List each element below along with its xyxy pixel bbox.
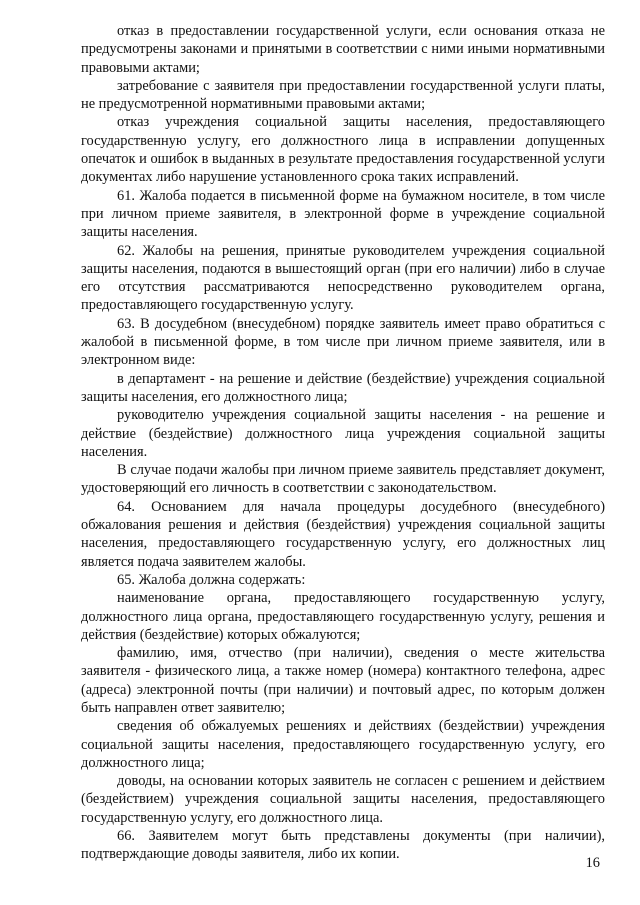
paragraph-64: 64. Основанием для начала процедуры досудебного (внесудебного) обжалования решения и действия (бездействия) учреждения социальной защиты населения, предоставляющего государственную услугу, его должностных лиц является подача заявителем жалобы.: [81, 498, 605, 570]
paragraph-61: 61. Жалоба подается в письменной форме на бумажном носителе, в том числе при личном приеме заявителя, в электронной форме в учреждение социальной защиты населения.: [81, 187, 605, 241]
paragraph-body-name: наименование органа, предоставляющего государственную услугу, должностного лица органа, предоставляющего государственную услугу, решения и действия (бездействие) которых обжалуются;: [81, 590, 605, 643]
page-number: 16: [585, 855, 600, 871]
paragraph-62: 62. Жалобы на решения, принятые руководителем учреждения социальной защиты населения, подаются в вышестоящий орган (при его наличии) либо в случае его отсутствия рассматриваются непосредственно руководителем органа, предоставляющего государственную услугу.: [81, 242, 605, 314]
paragraph-to-department: в департамент - на решение и действие (бездействие) учреждения социальной защиты населения, его должностного лица;: [81, 370, 605, 405]
paragraph-refusal-to-correct-errors: отказ учреждения социальной защиты населения, предоставляющего государственную услугу, его должностного лица в исправлении допущенных опечаток и ошибок в выданных в результате предоставления государственной услуги документах либо нарушение установленного срока таких исправлений.: [81, 114, 605, 186]
paragraph-applicant-details: фамилию, имя, отчество (при наличии), сведения о месте жительства заявителя - физического лица, а также номер (номера) контактного телефона, адрес (адреса) электронной почты (при наличии) и почтовый адрес, по которым должен быть направлен ответ заявителю;: [81, 645, 605, 716]
paragraph-to-head-of-institution: руководителю учреждения социальной защиты населения - на решение и действие (бездействие) должностного лица учреждения социальной защиты населения.: [81, 407, 605, 460]
paragraph-63: 63. В досудебном (внесудебном) порядке заявитель имеет право обратиться с жалобой в письменной форме, в том числе при личном приеме заявителя, или в электронном виде:: [81, 315, 605, 369]
paragraph-personal-reception: В случае подачи жалобы при личном приеме заявитель представляет документ, удостоверяющий его личность в соответствии с законодательством.: [81, 462, 605, 497]
paragraph-66: 66. Заявителем могут быть представлены документы (при наличии), подтверждающие доводы заявителя, либо их копии.: [81, 828, 605, 863]
paragraph-65: 65. Жалоба должна содержать:: [117, 571, 306, 588]
paragraph-appealed-decisions: сведения об обжалуемых решениях и действиях (бездействии) учреждения социальной защиты населения, предоставляющего государственную услугу, его должностного лица;: [81, 718, 605, 771]
document-body: [81, 22, 605, 864]
paragraph-arguments: доводы, на основании которых заявитель не согласен с решением и действием (бездействием) учреждения социальной защиты населения, предоставляющего государственную услугу, его должностного лица.: [81, 773, 605, 826]
paragraph-unlawful-fee: затребование с заявителя при предоставлении государственной услуги платы, не предусмотренной нормативными правовыми актами;: [81, 77, 605, 113]
paragraph-refusal-without-grounds: отказ в предоставлении государственной услуги, если основания отказа не предусмотрены законами и принятыми в соответствии с ними иными нормативными правовыми актами;: [81, 23, 605, 76]
